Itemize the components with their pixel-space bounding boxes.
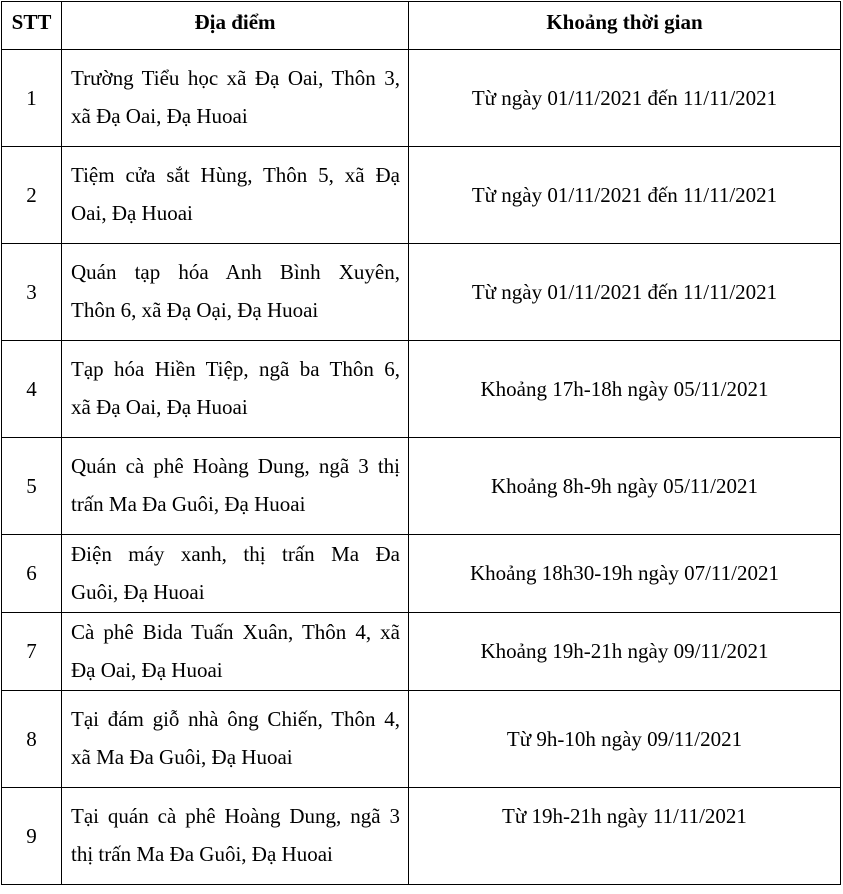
table-row: [2, 613, 841, 691]
row-location: Cà phê Bida Tuấn Xuân, Thôn 4, xã Đạ Oai, Đạ Huoai: [62, 613, 409, 691]
header-stt: STT: [2, 2, 62, 50]
table-row: [2, 147, 841, 244]
table-row: [2, 244, 841, 341]
table-header-row: [2, 2, 841, 50]
row-time: Khoảng 8h-9h ngày 05/11/2021: [409, 438, 841, 535]
row-stt: 9: [2, 788, 62, 885]
row-time: Từ 9h-10h ngày 09/11/2021: [409, 691, 841, 788]
row-location: Tiệm cửa sắt Hùng, Thôn 5, xã Đạ Oai, Đạ Huoai: [62, 147, 409, 244]
table-row: [2, 788, 841, 885]
row-stt: 4: [2, 341, 62, 438]
row-stt: 1: [2, 50, 62, 147]
row-stt: 3: [2, 244, 62, 341]
table-row: [2, 50, 841, 147]
row-location: Tạp hóa Hiền Tiệp, ngã ba Thôn 6, xã Đạ Oai, Đạ Huoai: [62, 341, 409, 438]
header-time: Khoảng thời gian: [409, 2, 841, 50]
table-row: [2, 341, 841, 438]
row-location: Tại quán cà phê Hoàng Dung, ngã 3 thị trấn Ma Đa Guôi, Đạ Huoai: [62, 788, 409, 885]
row-time: Từ ngày 01/11/2021 đến 11/11/2021: [409, 244, 841, 341]
header-location: Địa điểm: [62, 2, 409, 50]
locations-table: [1, 1, 841, 885]
row-stt: 8: [2, 691, 62, 788]
row-time: Từ ngày 01/11/2021 đến 11/11/2021: [409, 147, 841, 244]
table-row: [2, 438, 841, 535]
table-row: [2, 691, 841, 788]
table-row: [2, 535, 841, 613]
row-location: Trường Tiểu học xã Đạ Oai, Thôn 3, xã Đạ Oai, Đạ Huoai: [62, 50, 409, 147]
row-time: Khoảng 17h-18h ngày 05/11/2021: [409, 341, 841, 438]
row-stt: 2: [2, 147, 62, 244]
row-location: Quán tạp hóa Anh Bình Xuyên, Thôn 6, xã Đạ Oại, Đạ Huoai: [62, 244, 409, 341]
row-location: Quán cà phê Hoàng Dung, ngã 3 thị trấn Ma Đa Guôi, Đạ Huoai: [62, 438, 409, 535]
row-time: Khoảng 18h30-19h ngày 07/11/2021: [409, 535, 841, 613]
row-stt: 7: [2, 613, 62, 691]
row-location: Tại đám giỗ nhà ông Chiến, Thôn 4, xã Ma Đa Guôi, Đạ Huoai: [62, 691, 409, 788]
row-stt: 6: [2, 535, 62, 613]
row-time: Từ ngày 01/11/2021 đến 11/11/2021: [409, 50, 841, 147]
row-time: Từ 19h-21h ngày 11/11/2021: [409, 788, 841, 885]
row-time: Khoảng 19h-21h ngày 09/11/2021: [409, 613, 841, 691]
row-stt: 5: [2, 438, 62, 535]
row-location: Điện máy xanh, thị trấn Ma Đa Guôi, Đạ Huoai: [62, 535, 409, 613]
